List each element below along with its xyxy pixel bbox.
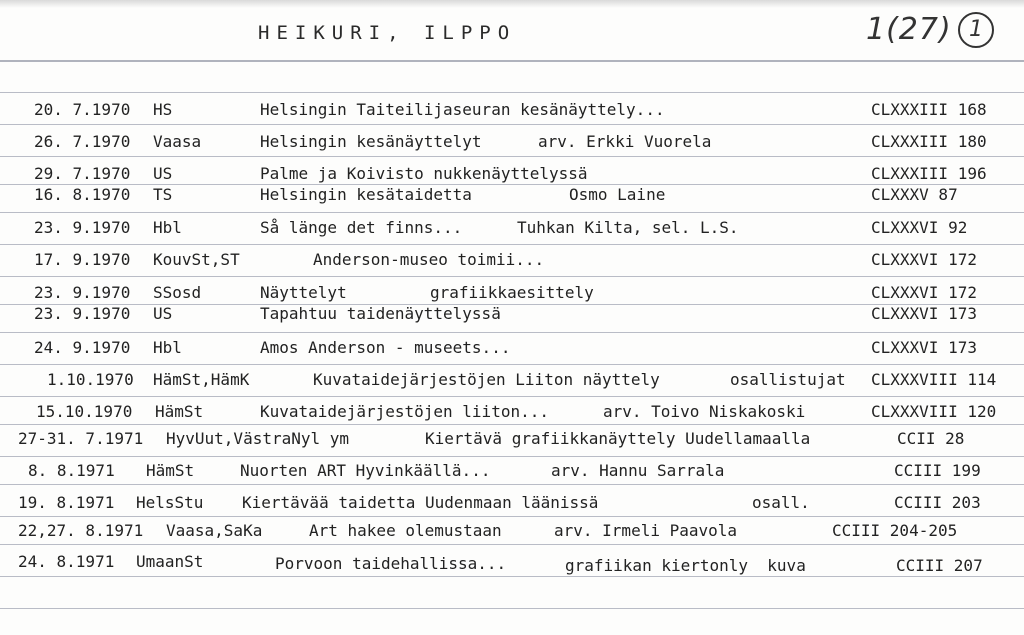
entry-source: Hbl xyxy=(153,218,182,237)
entry-note: osallistujat xyxy=(730,370,846,389)
entry-ref: CLXXXVI 173 xyxy=(871,304,977,323)
entry-title: Näyttelyt xyxy=(260,283,347,302)
entry-title: Helsingin kesänäyttelyt xyxy=(260,132,482,151)
entry-source: KouvSt,ST xyxy=(153,250,240,269)
card-heading: HEIKURI, ILPPO xyxy=(258,22,517,44)
entry-ref: CCII 28 xyxy=(897,429,965,448)
rule-line xyxy=(0,92,1024,93)
rule-line xyxy=(0,456,1024,457)
entry-title: Kuvataidejärjestöjen Liiton näyttely xyxy=(313,370,660,389)
entry-title: Art hakee olemustaan xyxy=(309,521,502,540)
entry-source: US xyxy=(153,304,173,323)
entry-ref: CLXXXIII 196 xyxy=(871,164,987,183)
entry-title: Nuorten ART Hyvinkäällä... xyxy=(240,461,491,480)
entry-date: 1.10.1970 xyxy=(47,370,134,389)
entry-note: arv. Toivo Niskakoski xyxy=(603,402,806,421)
card-reference: 1(27) xyxy=(866,12,952,47)
entry-source: HämSt,HämK xyxy=(153,370,250,389)
entry-ref: CLXXXVI 172 xyxy=(871,283,977,302)
entry-title: Palme ja Koivisto nukkenäyttelyssä xyxy=(260,164,588,183)
entry-date: 24. 8.1971 xyxy=(18,552,115,571)
entry-source: UmaanSt xyxy=(136,552,204,571)
rule-line xyxy=(0,124,1024,125)
entry-date: 23. 9.1970 xyxy=(34,283,131,302)
entry-date: 26. 7.1970 xyxy=(34,132,131,151)
entry-title: Helsingin kesätaidetta xyxy=(260,185,472,204)
entry-date: 27-31. 7.1971 xyxy=(18,429,144,448)
circled-number: 1 xyxy=(958,12,994,48)
entry-ref: CLXXXVIII 114 xyxy=(871,370,997,389)
entry-title: Tapahtuu taidenäyttelyssä xyxy=(260,304,501,323)
entry-source: Hbl xyxy=(153,338,182,357)
entry-source: HämSt xyxy=(146,461,195,480)
entry-ref: CCIII 207 xyxy=(896,556,983,575)
entry-ref: CCIII 204-205 xyxy=(832,521,958,540)
entry-note: arv. Irmeli Paavola xyxy=(554,521,738,540)
entry-date: 17. 9.1970 xyxy=(34,250,131,269)
entry-date: 24. 9.1970 xyxy=(34,338,131,357)
entry-date: 29. 7.1970 xyxy=(34,164,131,183)
rule-line xyxy=(0,60,1024,62)
rule-line xyxy=(0,332,1024,333)
entry-date: 19. 8.1971 xyxy=(18,493,115,512)
rule-line xyxy=(0,212,1024,213)
rule-line xyxy=(0,544,1024,545)
entry-ref: CLXXXVI 92 xyxy=(871,218,968,237)
rule-line xyxy=(0,396,1024,397)
rule-line xyxy=(0,276,1024,277)
entry-date: 16. 8.1970 xyxy=(34,185,131,204)
entry-note: arv. Hannu Sarrala xyxy=(551,461,725,480)
rule-line xyxy=(0,608,1024,609)
rule-line xyxy=(0,156,1024,157)
entry-note: arv. Erkki Vuorela xyxy=(538,132,712,151)
rule-line xyxy=(0,244,1024,245)
entry-date: 23. 9.1970 xyxy=(34,218,131,237)
entry-note: grafiikan kiertonly kuva xyxy=(565,556,806,575)
rule-line xyxy=(0,424,1024,425)
entry-source: HelsStu xyxy=(136,493,204,512)
entry-title: Kiertävää taidetta Uudenmaan läänissä xyxy=(242,493,599,512)
entry-note: Osmo Laine xyxy=(569,185,666,204)
entry-title: Amos Anderson - museets... xyxy=(260,338,511,357)
entry-date: 8. 8.1971 xyxy=(28,461,115,480)
entry-date: 15.10.1970 xyxy=(36,402,133,421)
entry-date: 20. 7.1970 xyxy=(34,100,131,119)
rule-line xyxy=(0,484,1024,485)
entry-note: Tuhkan Kilta, sel. L.S. xyxy=(517,218,739,237)
entry-date: 22,27. 8.1971 xyxy=(18,521,144,540)
entry-title: Porvoon taidehallissa... xyxy=(275,554,507,573)
entry-source: HyvUut,VästraNyl ym xyxy=(166,429,350,448)
entry-source: Vaasa xyxy=(153,132,202,151)
entry-source: US xyxy=(153,164,173,183)
rule-line xyxy=(0,364,1024,365)
entry-ref: CLXXXVI 173 xyxy=(871,338,977,357)
entry-source: HS xyxy=(153,100,173,119)
entry-title: Kiertävä grafiikkanäyttely Uudellamaalla xyxy=(425,429,811,448)
entry-title: Kuvataidejärjestöjen liiton... xyxy=(260,402,549,421)
entry-title: Helsingin Taiteilijaseuran kesänäyttely... xyxy=(260,100,665,119)
entry-ref: CLXXXIII 180 xyxy=(871,132,987,151)
entry-ref: CCIII 203 xyxy=(894,493,981,512)
entry-ref: CLXXXVI 172 xyxy=(871,250,977,269)
entry-ref: CLXXXIII 168 xyxy=(871,100,987,119)
entry-source: SSosd xyxy=(153,283,202,302)
entry-title: Så länge det finns... xyxy=(260,218,463,237)
entry-title: Anderson-museo toimii... xyxy=(313,250,545,269)
entry-source: Vaasa,SaKa xyxy=(166,521,263,540)
entry-note: grafiikkaesittely xyxy=(430,283,594,302)
rule-line xyxy=(0,516,1024,517)
entry-note: osall. xyxy=(752,493,810,512)
entry-source: HämSt xyxy=(155,402,204,421)
rule-line xyxy=(0,576,1024,577)
entry-ref: CCIII 199 xyxy=(894,461,981,480)
entry-date: 23. 9.1970 xyxy=(34,304,131,323)
card-top-shadow xyxy=(0,0,1024,8)
entry-ref: CLXXXV 87 xyxy=(871,185,958,204)
entry-ref: CLXXXVIII 120 xyxy=(871,402,997,421)
entry-source: TS xyxy=(153,185,173,204)
